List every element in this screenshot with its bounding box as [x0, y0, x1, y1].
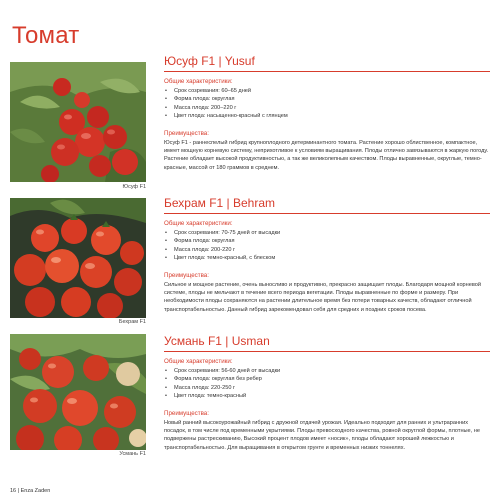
photo-caption: Усмань F1 [119, 451, 146, 457]
spec-item: • Масса плода: 200-220 г [164, 246, 490, 254]
spec-item: • Масса плода: 220-250 г [164, 384, 490, 392]
spec-heading: Общие характеристики: [164, 78, 233, 85]
variety-yusuf [164, 54, 490, 172]
photo-caption: Юсуф F1 [122, 184, 146, 190]
spec-item: • Цвет плода: темно-красный, с блеском [164, 254, 490, 262]
tomato-photo-usman [10, 334, 146, 450]
tomato-photo-yusuf [10, 62, 146, 182]
tomato-photo-behram [10, 198, 146, 318]
spec-heading: Общие характеристики: [164, 220, 233, 227]
spec-item: • Срок созревания: 56-60 дней от высадки [164, 367, 490, 375]
spec-item: • Цвет плода: темно-красный [164, 392, 490, 400]
spec-list [164, 87, 490, 121]
spec-list [164, 367, 490, 401]
spec-item: • Срок созревания: 60–65 дней [164, 87, 490, 95]
spec-item: • Цвет плода: насыщенно-красный с глянцем [164, 112, 490, 120]
spec-heading: Общие характеристики: [164, 358, 233, 365]
advantages-heading: Преимущества: [164, 409, 209, 417]
variety-usman [164, 334, 490, 452]
spec-item: • Форма плода: округлая [164, 95, 490, 103]
spec-item: • Форма плода: округлая [164, 237, 490, 245]
spec-item: • Форма плода: округлая без ребер [164, 375, 490, 383]
variety-title: Юсуф F1 | Yusuf [164, 54, 490, 72]
variety-behram [164, 196, 490, 314]
page-footer: 16 | Enza Zaden [10, 488, 51, 494]
variety-description: Сильное и мощное растение, очень выносливо и продуктивно, прекрасно защищает плоды. Благодаря мощной корневой системе, плоды не мельчают в течение всего периода вегетации. Плоды выравненные по форме и размеру. При необходимости плоды сохраняются на растении длительное время без потери товарных качеств, обладают отличной транспортабельностью. Данный гибрид зарекомендовал себя для средних и поздних сроков посева. [164, 281, 482, 313]
spec-item: • Масса плода: 200–220 г [164, 104, 490, 112]
spec-list [164, 229, 490, 263]
advantages-heading: Преимущества: [164, 271, 209, 279]
variety-title: Усмань F1 | Usman [164, 334, 490, 352]
page-title: Томат [12, 22, 80, 49]
variety-title: Бехрам F1 | Behram [164, 196, 490, 214]
variety-description: Юсуф F1 - раннеспелый гибрид крупноплодного детерминантного томата. Растение хорошо облиственное, компактное, имеет мощную корневую систему, неприхотливое к условиям выращивания. Плоды отлично завязываются в жаркую погоду. Растение обладает высокой продуктивностью, а так же великолепным качеством. Плоды выравненные, округлые, темно-красные, массой от 180 граммов в среднем. [164, 139, 489, 171]
photo-caption: Бехрам F1 [118, 319, 146, 325]
advantages-heading: Преимущества: [164, 129, 209, 137]
variety-description: Новый ранний высокоурожайный гибрид с дружной отдачей урожая. Идеально подходит для ранних и ультраранних посадок, в том числе под временными укрытиями. Плоды превосходного качества, ровной округлой формы, плотные, не подвержены растрескиванию, Высокий процент плодов имеет «носик», плоды обладают хорошей лежкостью и транспортабельностью. Для выращивания в открытом грунте и временных низких тоннелях. [164, 419, 480, 451]
spec-item: • Срок созревания: 70-75 дней от высадки [164, 229, 490, 237]
